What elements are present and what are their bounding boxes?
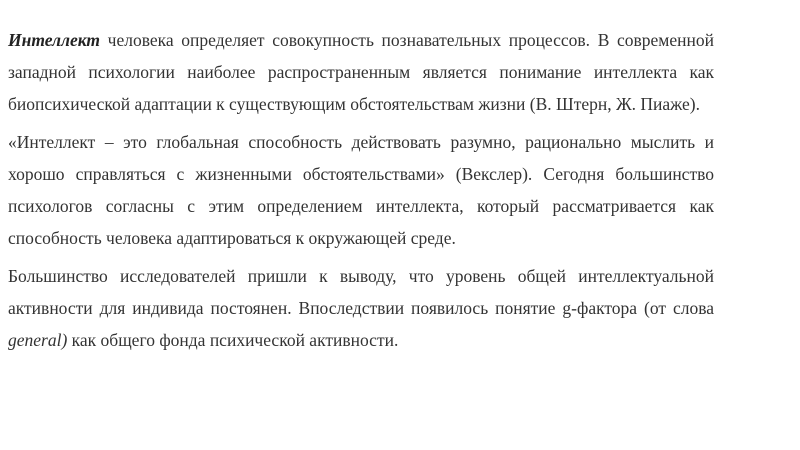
document-page: [8, 24, 714, 362]
paragraph-3-text-before: Большинство исследователей пришли к выводу, что уровень общей интеллектуальной активности для индивида постоянен. Впоследствии появилось понятие g-фактора (от слова: [8, 266, 714, 318]
paragraph-1-text: человека определяет совокупность познавательных процессов. В современной западной психологии наиболее распространенным является понимание интеллекта как биопсихической адаптации к существующим обстоятельствам жизни (В. Штерн, Ж. Пиаже).: [8, 30, 714, 114]
general-term: general): [8, 330, 68, 350]
paragraph-3-text-after: как общего фонда психической активности.: [67, 330, 399, 350]
lead-term: Интеллект: [8, 30, 101, 50]
paragraph-g-factor: [8, 260, 714, 356]
paragraph-wechsler-quote: [8, 126, 714, 254]
paragraph-intellect-definition: [8, 24, 714, 120]
paragraph-2-text: «Интеллект – это глобальная способность действовать разумно, рационально мыслить и хорошо справляться с жизненными обстоятельствами» (Векслер). Сегодня большинство психологов согласны с этим определением интеллекта, который рассматривается как способность человека адаптироваться к окружающей среде.: [8, 132, 714, 248]
